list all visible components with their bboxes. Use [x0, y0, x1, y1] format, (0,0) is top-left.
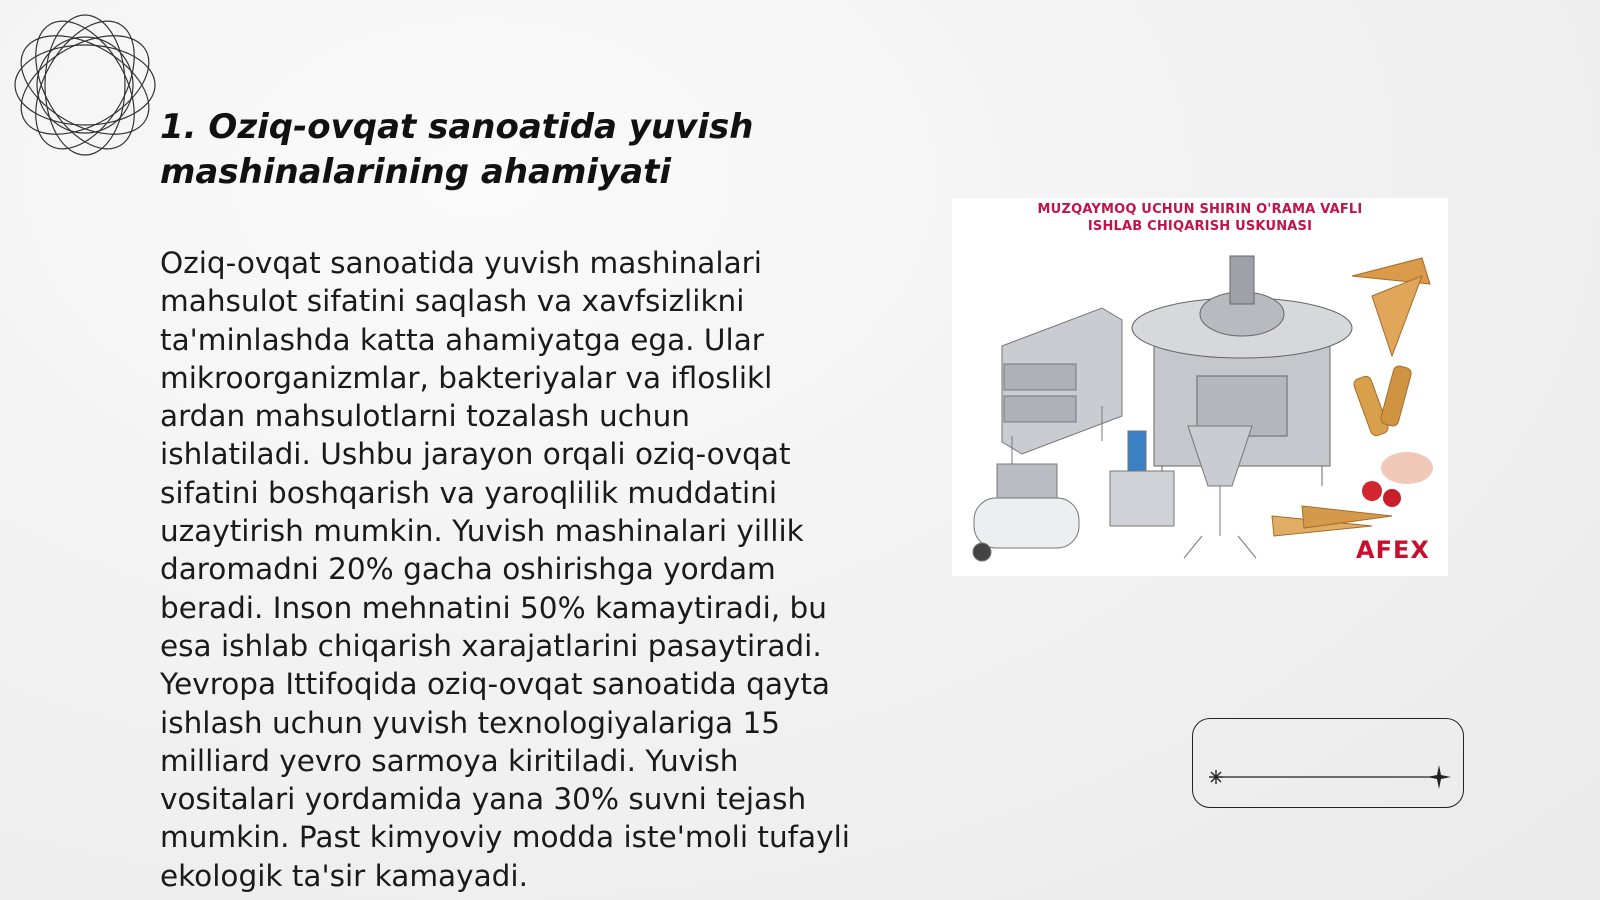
air-compressor — [973, 464, 1079, 561]
brand-logo: AFEX — [1356, 536, 1430, 564]
ice-cream-decor — [1362, 452, 1433, 507]
divider-line-icon — [1193, 719, 1465, 809]
plus-star-icon — [1427, 765, 1451, 789]
image-caption-line-2: ISHLAB CHIQARISH USKUNASI — [1087, 219, 1313, 234]
sparkle-icon — [1209, 770, 1223, 784]
decorative-pill-frame — [1192, 718, 1464, 808]
wafer-equipment-illustration — [952, 236, 1448, 576]
decorative-orb-icon — [10, 10, 160, 160]
oven-cabinet — [1002, 308, 1122, 466]
image-caption-line-1: MUZQAYMOQ UCHUN SHIRIN O'RAMA VAFLI — [1037, 202, 1363, 217]
product-image — [952, 198, 1448, 576]
slide-title: 1. Oziq-ovqat sanoatida yuvish mashinalarining ahamiyati — [160, 107, 754, 192]
batter-hopper — [1184, 426, 1256, 558]
slide-body-text: Oziq-ovqat sanoatida yuvish mashinalari mahsulot sifatini saqlash va xavfsizlikni ta'minlashda katta ahamiyatga ega. Ular mikroorganizmlar, bakteriyalar va ifloslikl ardan mahsulotlarni tozalash uchun ishlatiladi. Ushbu jarayon orqali oziq-ovqat sifatini boshqarish va yaroqlilik muddatini uzaytirish mumkin. Yuvish mashinalari yillik daromadni 20% gacha oshirishga yordam beradi. Inson mehnatini 50% kamaytiradi, bu esa ishlab chiqarish xarajatlarini pasaytiradi. Yevropa Ittifoqida oziq-ovqat sanoatida qayta ishlash uchun yuvish texnologiyalariga 15 milliard yevro sarmoya kiritiladi. Yuvish vositalari yordamida yana 30% suvni tejash mumkin. Past kimyoviy modda iste'moli tufayli ekologik ta'sir kamayadi. — [160, 246, 850, 893]
